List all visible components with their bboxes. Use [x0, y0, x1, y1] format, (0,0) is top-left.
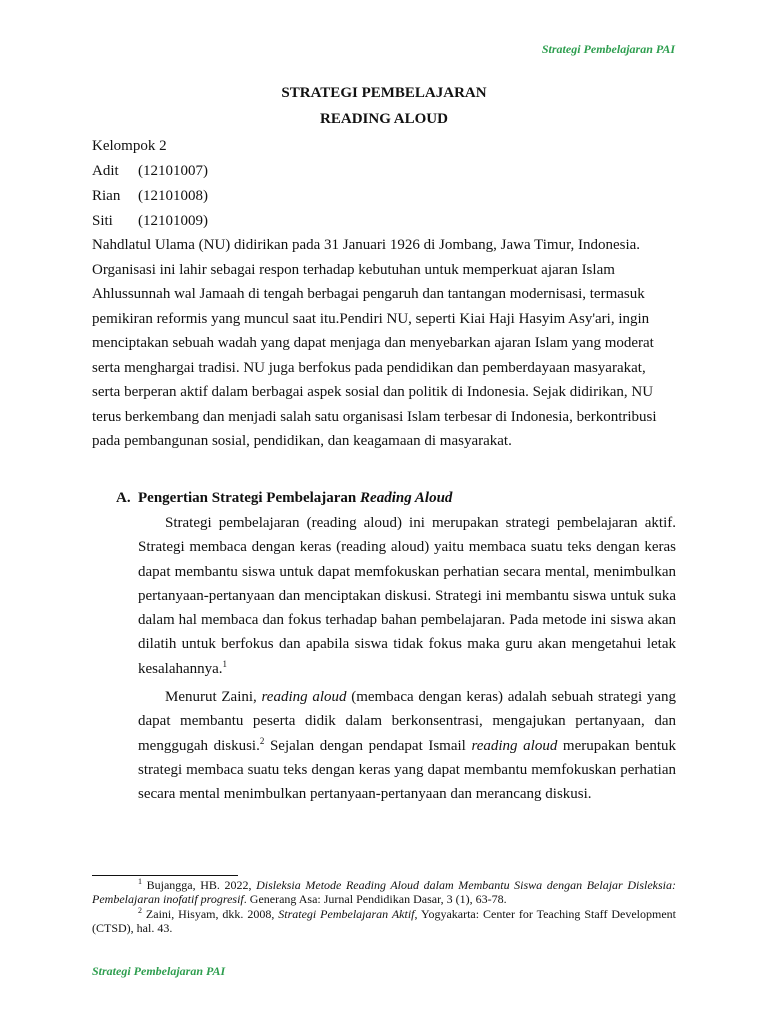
footnote — [92, 908, 676, 935]
running-header: Strategi Pembelajaran PAI — [541, 42, 675, 56]
footnote-italic: Strategi Pembelajaran Aktif — [278, 907, 415, 921]
paragraph-text: Strategi pembelajaran (reading aloud) ini merupakan strategi pembelajaran aktif. Strategi membaca dengan keras (reading aloud) yaitu membaca suatu teks dengan keras dapat membantu siswa untuk dapat memfokuskan perhatian secara mental, menimbulkan pertanyaan-pertanyaan dan menciptakan diskusi. Strategi ini membantu siswa untuk suka dalam hal membaca dan fokus terhadap bahan pembelajaran. Pada metode ini siswa akan dilatih untuk berfokus dan apabila siswa tidak fokus maka guru akan mengetahui letak kesalahannya. — [138, 515, 676, 677]
member-id: (12101007) — [138, 163, 208, 179]
intro-line: serta menghargai tradisi. NU juga berfokus pada pendidikan dan pemberdayaan masyarakat, — [92, 359, 646, 376]
section-heading — [116, 486, 452, 510]
group-member — [92, 209, 676, 234]
footnote-ref: 1 — [222, 658, 228, 669]
running-footer: Strategi Pembelajaran PAI — [92, 964, 226, 978]
footnote-number: 1 — [138, 877, 142, 886]
intro-line: Ahlussunnah wal Jamaah di tengah berbagai pengaruh dan tantangan modernisasi, termasuk — [92, 286, 645, 302]
group-info — [92, 134, 676, 234]
member-id: (12101008) — [138, 188, 208, 204]
section-paragraph-2 — [138, 685, 676, 806]
section-heading-text: Pengertian Strategi Pembelajaran — [138, 490, 361, 506]
paragraph-text: Menurut Zaini, — [165, 689, 262, 705]
paragraph-text: merupakan bentuk strategi membaca suatu teks dengan keras yang dapat membantu memfokuskan perhatian secara mental menimbulkan pertanyaan-pertanyaan dan merancang diskusi. — [138, 737, 676, 803]
footnote-separator — [92, 875, 238, 876]
member-id: (12101009) — [138, 213, 208, 229]
document-subtitle: READING ALOUD — [320, 111, 448, 127]
footnote-text: . Generang Asa: Jurnal Pendidikan Dasar, 3 (1), 63-78. — [243, 891, 507, 906]
footnotes — [92, 879, 676, 937]
member-name: Siti — [92, 213, 113, 229]
footnote-text: , Yogyakarta: Center for Teaching Staff Development (CTSD), hal. 43. — [92, 907, 677, 935]
intro-line: serta berperan aktif dalam berbagai aspek sosial dan politik di Indonesia. Sejak didirikan, NU — [92, 384, 654, 400]
paragraph-italic: reading aloud — [261, 689, 347, 705]
footnote-text: Bujangga, HB. 2022, — [142, 878, 257, 892]
group-member — [92, 184, 676, 209]
intro-line: Nahdlatul Ulama (NU) didirikan pada 31 Januari 1926 di Jombang, Jawa Timur, Indonesia. — [92, 237, 641, 253]
intro-line: menciptakan sebuah wadah yang dapat menjaga dan menyebarkan ajaran Islam yang moderat — [92, 335, 654, 351]
group-member — [92, 159, 676, 184]
footnote-text: Zaini, Hisyam, dkk. 2008, — [142, 907, 279, 921]
intro-line: pada pembangunan sosial, pendidikan, dan keagamaan di masyarakat. — [92, 433, 512, 449]
footnote-ref: 2 — [259, 735, 265, 746]
paragraph-text: Sejalan dengan pendapat Ismail — [264, 737, 472, 754]
section-letter: A. — [116, 490, 131, 506]
paragraph-italic: reading aloud — [471, 737, 558, 754]
document-title: STRATEGI PEMBELAJARAN — [281, 85, 487, 101]
section-paragraph-1 — [138, 511, 676, 681]
intro-line: Organisasi ini lahir sebagai respon terhadap kebutuhan untuk memperkuat ajaran Islam — [92, 261, 615, 278]
intro-line: pemikiran reformis yang muncul saat itu.Pendiri NU, seperti Kiai Haji Hasyim Asy'ari, ingin — [92, 310, 650, 327]
intro-paragraph — [92, 233, 676, 454]
paragraph-text: (membaca dengan keras) adalah sebuah strategi yang dapat membantu peserta didik dalam berkonsentrasi, mengajukan pertanyaan, dan menggugah diskusi. — [138, 689, 676, 754]
member-name: Adit — [92, 163, 119, 179]
footnote-italic: Disleksia Metode Reading Aloud dalam Membantu Siswa dengan Belajar Disleksia: Pembelajaran inofatif progresif — [92, 878, 676, 906]
section-heading-italic: Reading Aloud — [360, 490, 453, 506]
intro-line: terus berkembang dan menjadi salah satu organisasi Islam terbesar di Indonesia, berkontribusi — [92, 408, 657, 425]
footnote — [92, 879, 676, 906]
group-label: Kelompok 2 — [92, 138, 167, 154]
member-name: Rian — [92, 188, 121, 204]
footnote-number: 2 — [138, 906, 142, 915]
